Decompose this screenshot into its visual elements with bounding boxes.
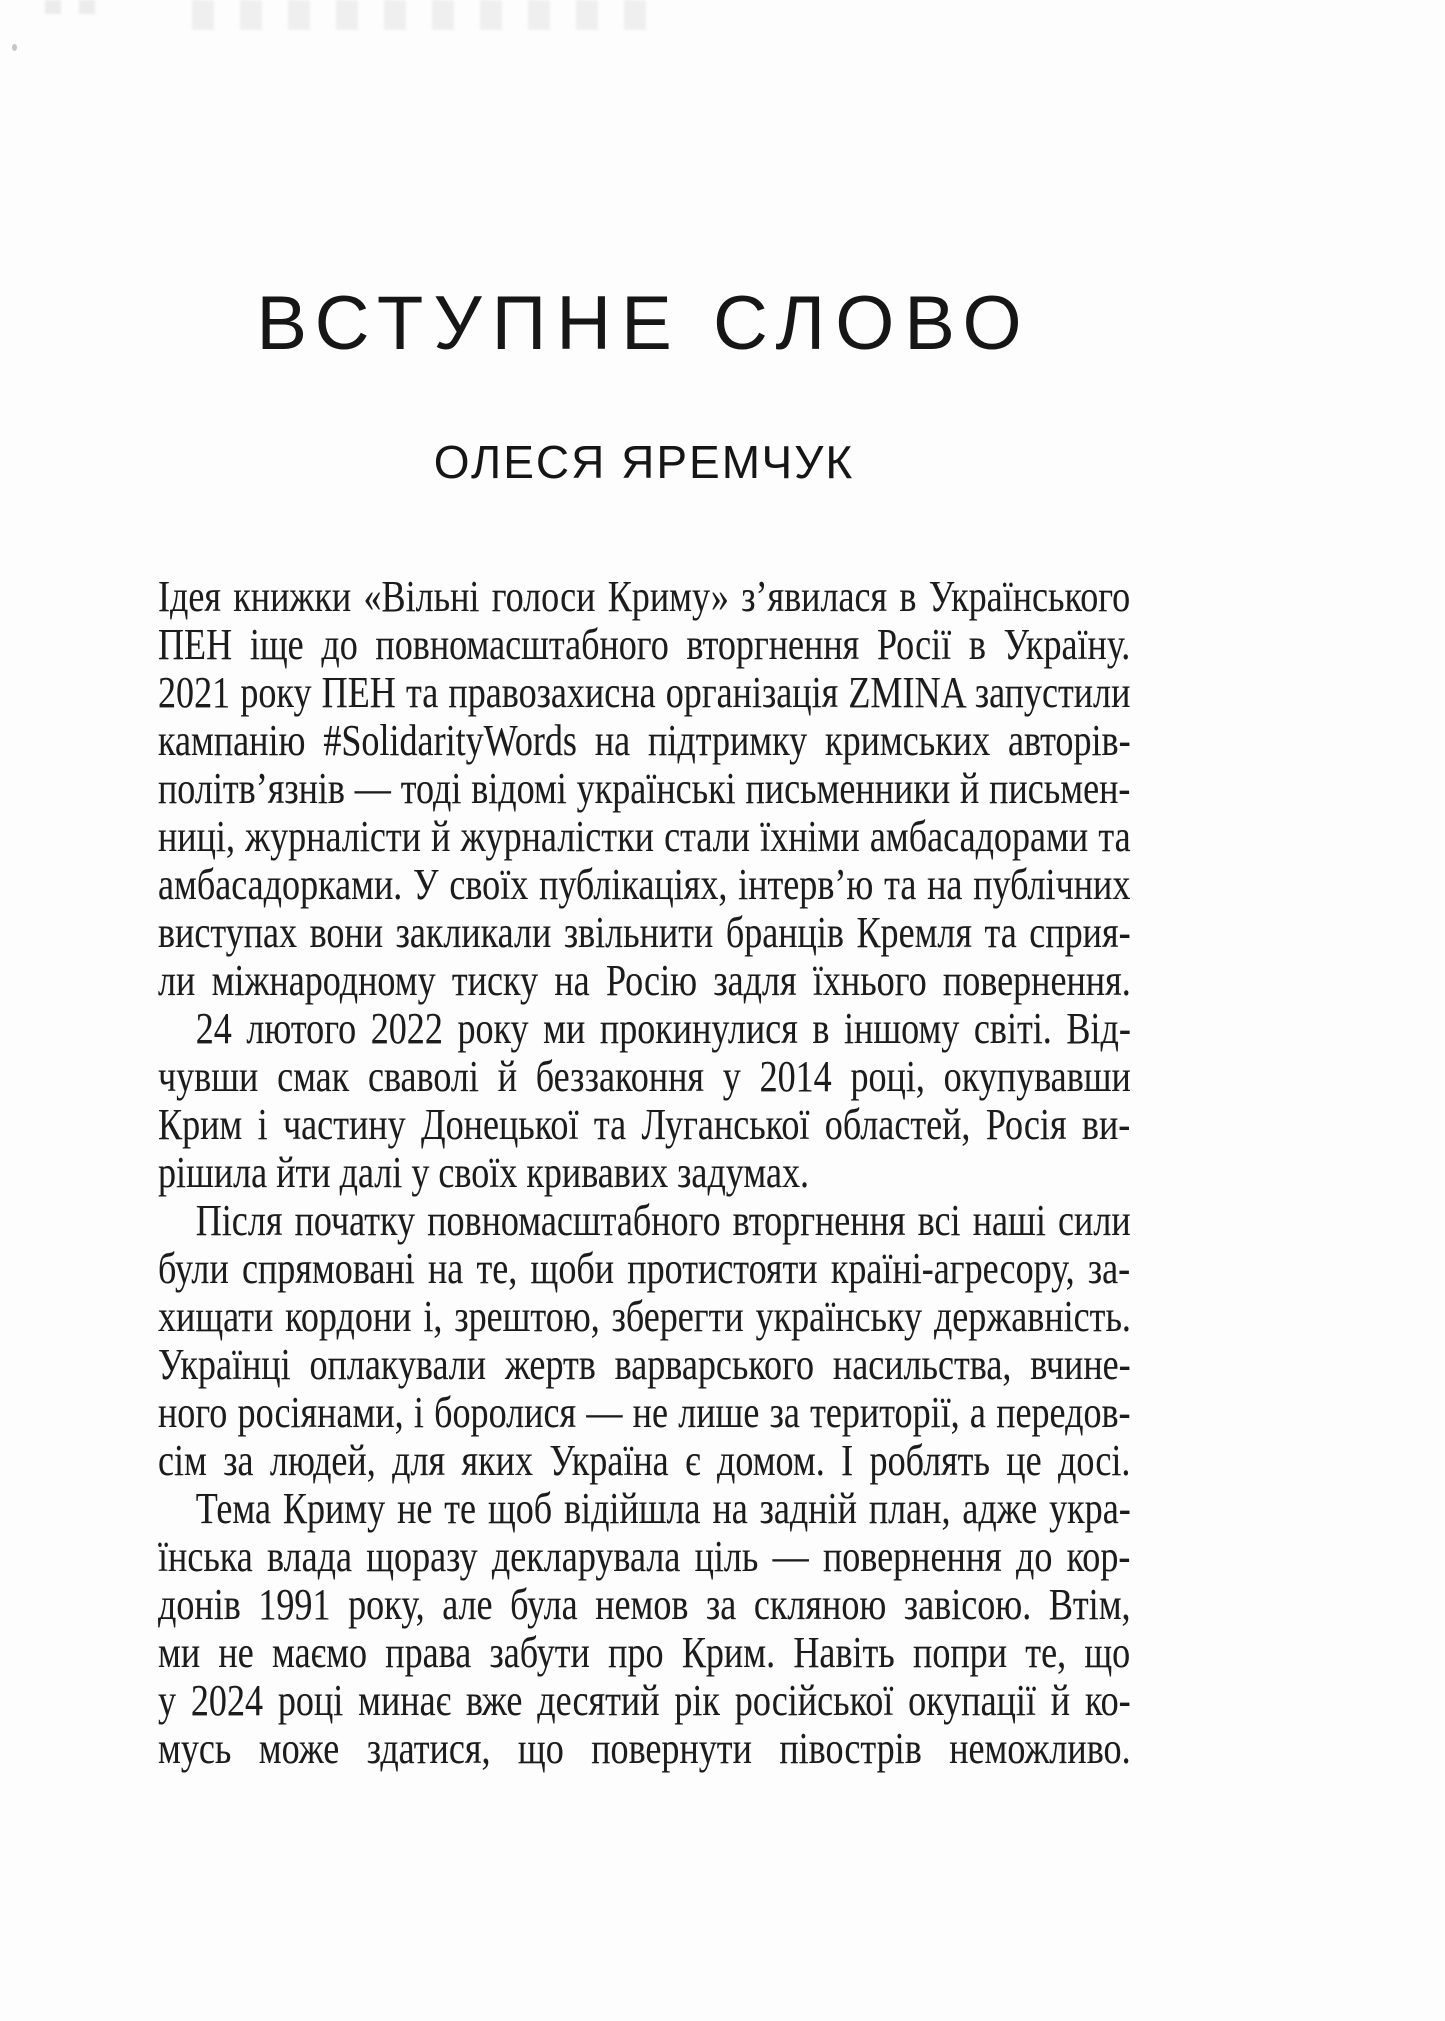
body-text-line: [158, 669, 1131, 717]
body-text-line-content: чувши смак сваволі й беззаконня у 2014 році, окупувавши: [158, 1052, 1131, 1101]
body-text-line-content: донів 1991 року, але була немов за скляною завісою. Втім,: [158, 1580, 1131, 1629]
body-text-line: [158, 813, 1131, 861]
body-text-line-content: ПЕН іще до повномасштабного вторгнення Росії в Україну.: [158, 620, 1131, 669]
body-text-line: [158, 1581, 1131, 1629]
body-text-line-content: хищати кордони і, зрештою, зберегти українську державність.: [158, 1292, 1131, 1341]
body-text-line-content: 2021 року ПЕН та правозахисна організація ZMINA запустили: [158, 668, 1131, 717]
body-text-line-content: у 2024 році минає вже десятий рік російської окупації й ко-: [158, 1676, 1131, 1725]
body-text-line: [158, 861, 1131, 909]
body-text-line: [158, 1341, 1131, 1389]
chapter-title: ВСТУПНЕ СЛОВО: [256, 281, 1032, 366]
body-text-line: [158, 957, 1131, 1005]
body-text-line-content: кампанію #SolidarityWords на підтримку кримських авторів-: [158, 716, 1131, 765]
body-text-line-content: Ідея книжки «Вільні голоси Криму» з’явилася в Українського: [158, 572, 1131, 621]
body-text-line-content: їнська влада щоразу декларувала ціль — повернення до кор-: [158, 1532, 1131, 1581]
body-text-line: [158, 621, 1131, 669]
body-text-line: [158, 1533, 1131, 1581]
body-text-line: [158, 573, 1131, 621]
body-text-line: [158, 765, 1131, 813]
body-text-line: [158, 1389, 1131, 1437]
body-text-line-content: мусь може здатися, що повернути півострів неможливо.: [158, 1724, 1131, 1773]
body-text-line-content: Після початку повномасштабного вторгнення всі наші сили: [195, 1196, 1131, 1245]
body-text-line-content: Крим і частину Донецької та Луганської областей, Росія ви-: [158, 1100, 1131, 1149]
body-text-line: [158, 1437, 1131, 1485]
body-text-line: [158, 1053, 1131, 1101]
body-text-line-content: політв’язнів — тоді відомі українські письменники й письмен-: [158, 764, 1131, 813]
body-text-line-content: ниці, журналісти й журналістки стали їхніми амбасадорами та: [158, 812, 1131, 861]
scan-artifact-top-left: [45, 0, 111, 14]
body-text-line-content: були спрямовані на те, щоби протистояти країні-агресору, за-: [158, 1244, 1131, 1293]
scan-speck: [12, 44, 17, 51]
body-text-line: [158, 1629, 1131, 1677]
body-text-line: [158, 1293, 1131, 1341]
scan-artifact-top-center: [192, 0, 650, 30]
body-text: [158, 573, 1131, 1773]
body-text-line-content: сім за людей, для яких Україна є домом. І роблять це досі.: [158, 1436, 1131, 1485]
body-text-line-content: рішила йти далі у своїх кривавих задумах.: [158, 1148, 810, 1197]
author-name: ОЛЕСЯ ЯРЕМЧУК: [433, 436, 855, 488]
body-text-line: [158, 1101, 1131, 1149]
body-text-line-content: амбасадорками. У своїх публікаціях, інтерв’ю та на публічних: [158, 860, 1131, 909]
body-text-line-content: Тема Криму не те щоб відійшла на задній план, адже укра-: [195, 1484, 1131, 1533]
body-text-line-content: ли міжнародному тиску на Росію задля їхнього повернення.: [158, 956, 1131, 1005]
body-text-line-content: ми не маємо права забути про Крим. Навіть попри те, що: [158, 1628, 1131, 1677]
body-text-line: [158, 1149, 1131, 1197]
body-text-line: [158, 1005, 1131, 1053]
body-text-line: [158, 1245, 1131, 1293]
body-text-line-content: 24 лютого 2022 року ми прокинулися в іншому світі. Від-: [195, 1004, 1131, 1053]
body-text-line: [158, 1485, 1131, 1533]
body-text-line: [158, 717, 1131, 765]
body-text-line-content: виступах вони закликали звільнити бранців Кремля та сприя-: [158, 908, 1131, 957]
body-text-line: [158, 1725, 1131, 1773]
body-text-line-content: Українці оплакували жертв варварського насильства, вчине-: [158, 1340, 1131, 1389]
body-text-line: [158, 909, 1131, 957]
body-text-line: [158, 1677, 1131, 1725]
body-text-line: [158, 1197, 1131, 1245]
body-text-line-content: ного росіянами, і боролися — не лише за території, а передов-: [158, 1388, 1131, 1437]
